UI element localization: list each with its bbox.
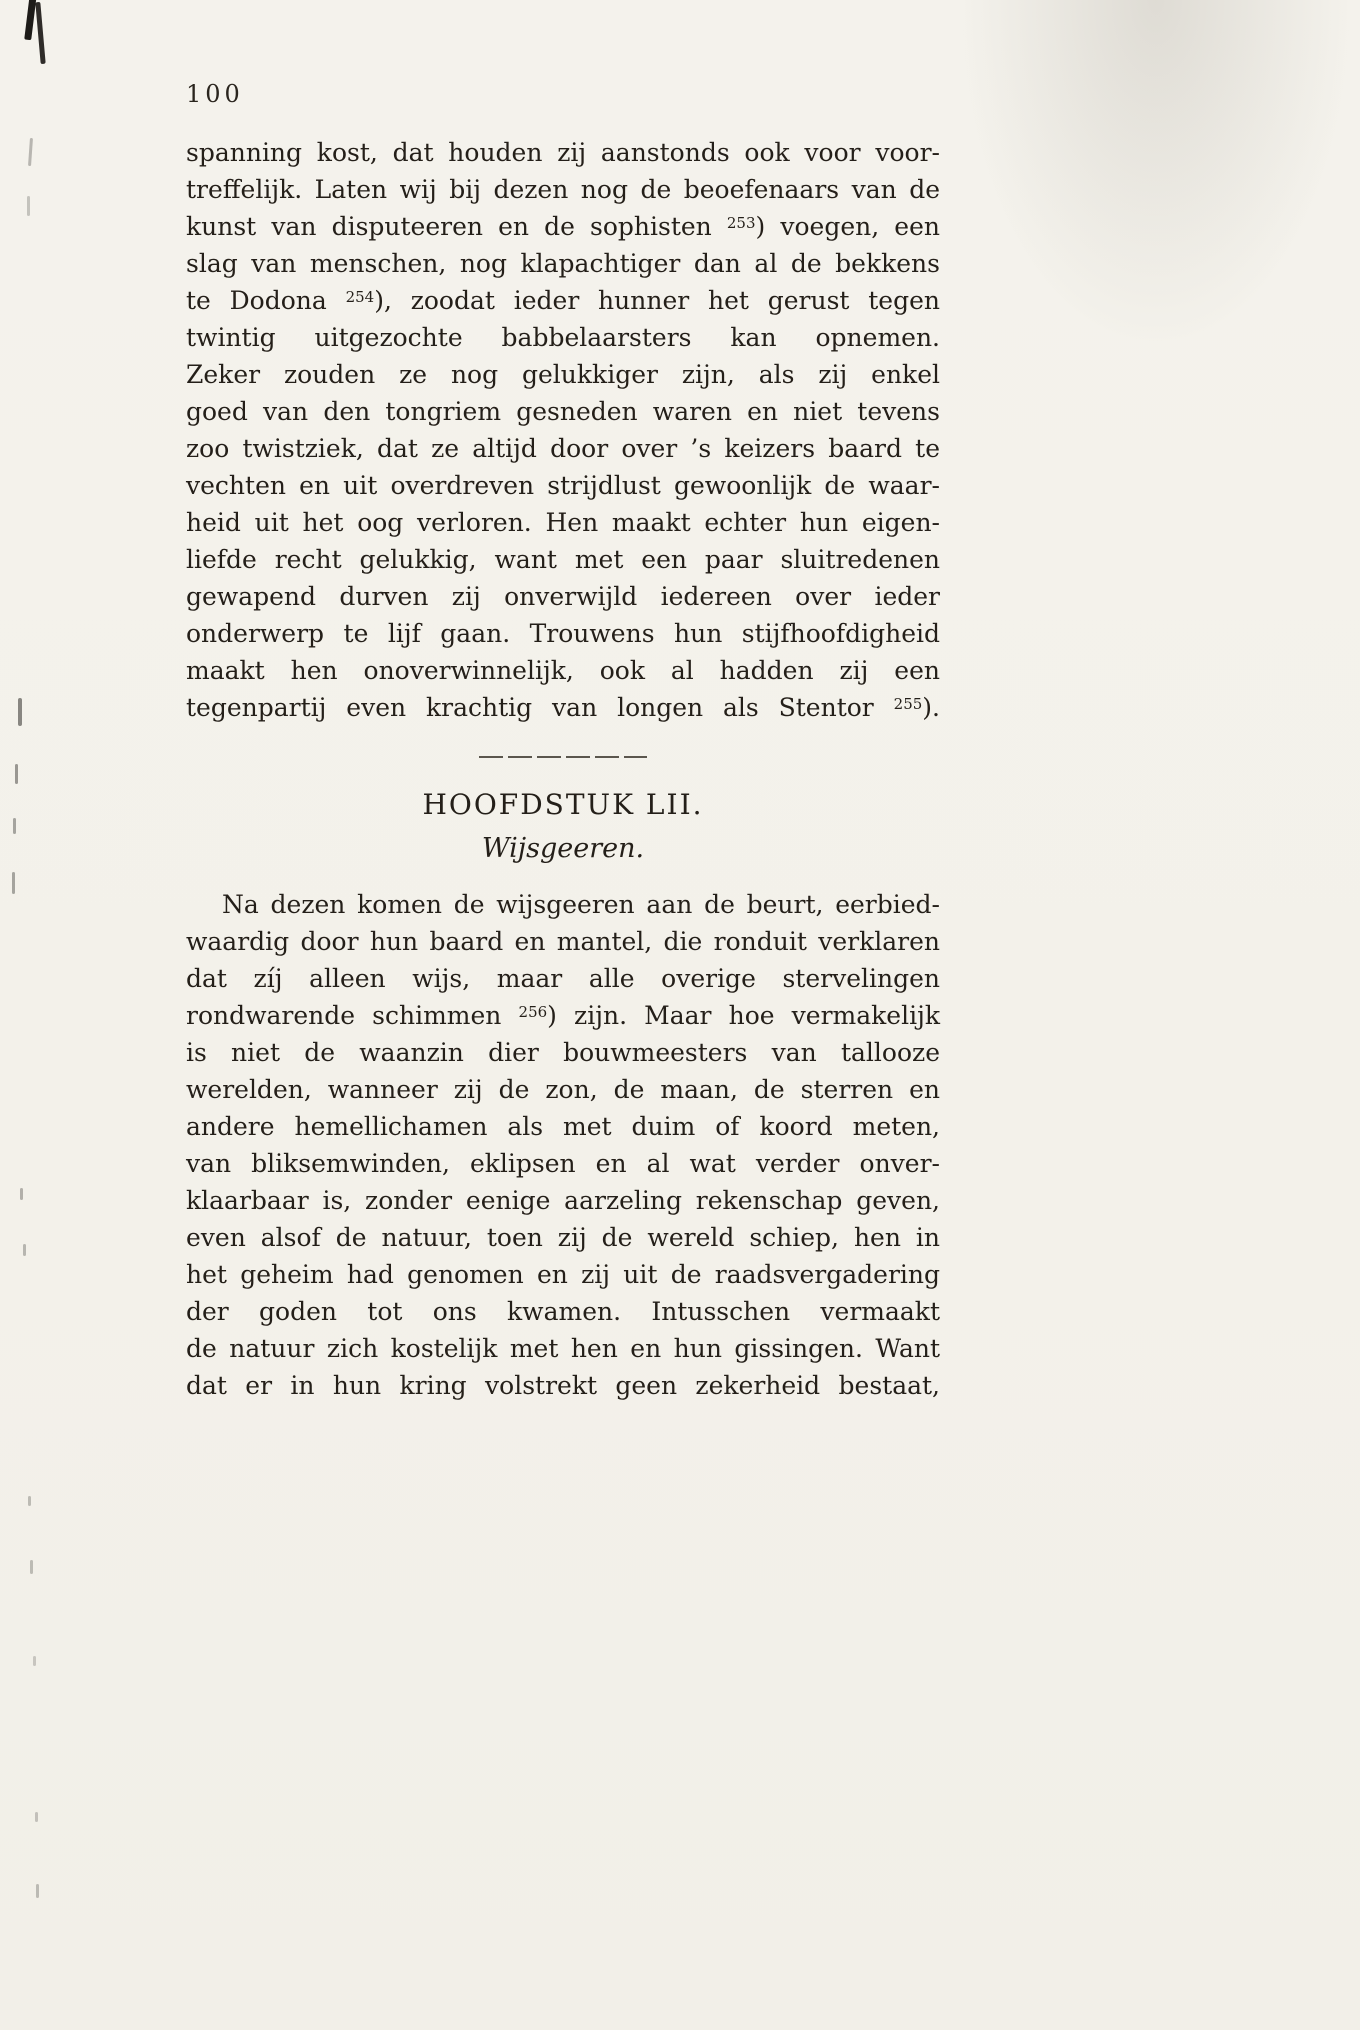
footnote-ref: 254	[345, 287, 375, 306]
text-line: klaarbaar is, zonder eenige aarzeling rekenschap geven,	[186, 1186, 940, 1215]
scan-artifact	[35, 2, 45, 64]
text-line: de natuur zich kostelijk met hen en hun gissingen. Want	[186, 1334, 940, 1363]
text-line: liefde recht gelukkig, want met een paar sluitredenen	[186, 545, 940, 574]
text-line: het geheim had genomen en zij uit de raadsvergadering	[186, 1260, 940, 1289]
footnote-ref: 256	[518, 1002, 548, 1021]
text-line: andere hemellichamen als met duim of koord meten,	[186, 1112, 940, 1141]
text-line: werelden, wanneer zij de zon, de maan, de sterren en	[186, 1075, 940, 1104]
scan-artifact	[35, 1812, 38, 1822]
text-line: waardig door hun baard en mantel, die ronduit verklaren	[186, 927, 940, 956]
scan-artifact	[20, 1188, 23, 1200]
text-line: Na dezen komen de wijsgeeren aan de beurt, eerbied-	[222, 890, 940, 919]
text-block	[186, 80, 940, 1404]
text-line: tegenpartij even krachtig van longen als Stentor $^{255}$).	[186, 693, 940, 722]
text-line: Zeker zouden ze nog gelukkiger zijn, als zij enkel	[186, 360, 940, 389]
scan-artifact	[28, 138, 33, 166]
text-line: van bliksemwinden, eklipsen en al wat verder onver-	[186, 1149, 940, 1178]
footnote-ref: 253	[726, 213, 756, 232]
text-line: even alsof de natuur, toen zij de wereld schiep, hen in	[186, 1223, 940, 1252]
text-line: te Dodona $^{254}$), zoodat ieder hunner het gerust tegen	[186, 286, 940, 315]
scan-artifact	[27, 196, 30, 216]
text-line: heid uit het oog verloren. Hen maakt echter hun eigen-	[186, 508, 940, 537]
text-line: rondwarende schimmen $^{256}$) zijn. Maar hoe vermakelijk	[186, 1001, 940, 1030]
scan-artifact	[36, 1884, 39, 1898]
text-line: twintig uitgezochte babbelaarsters kan opnemen.	[186, 323, 940, 352]
scan-artifact	[15, 764, 18, 784]
scan-artifact	[28, 1496, 31, 1506]
page-number: 100	[186, 80, 244, 108]
chapter-heading: HOOFDSTUK LII.	[422, 788, 704, 821]
scan-artifact	[18, 698, 22, 726]
text-line: der goden tot ons kwamen. Intusschen vermaakt	[186, 1297, 940, 1326]
text-line: kunst van disputeeren en de sophisten $^{253}$) voegen, een	[186, 212, 940, 241]
text-line: maakt hen onoverwinnelijk, ook al hadden zij een	[186, 656, 940, 685]
scan-artifact	[13, 818, 16, 834]
text-line: vechten en uit overdreven strijdlust gewoonlijk de waar-	[186, 471, 940, 500]
paragraph-wijsgeeren	[186, 886, 940, 1404]
text-line: onderwerp te lijf gaan. Trouwens hun stijfhoofdigheid	[186, 619, 940, 648]
scan-artifact	[12, 872, 15, 894]
text-line: dat zíj alleen wijs, maar alle overige stervelingen	[186, 964, 940, 993]
footnote-ref: 255	[893, 694, 923, 713]
scan-artifact	[33, 1656, 36, 1666]
text-line: treffelijk. Laten wij bij dezen nog de beoefenaars van de	[186, 175, 940, 204]
text-line: spanning kost, dat houden zij aanstonds ook voor voor-	[186, 138, 940, 167]
paragraph-continuation	[186, 134, 940, 726]
scan-artifact	[23, 1244, 26, 1256]
text-line: slag van menschen, nog klapachtiger dan al de bekkens	[186, 249, 940, 278]
text-line: goed van den tongriem gesneden waren en niet tevens	[186, 397, 940, 426]
scan-artifact	[30, 1560, 33, 1574]
section-title: Wijsgeeren.	[481, 833, 645, 864]
section-divider	[479, 756, 647, 758]
text-line: dat er in hun kring volstrekt geen zekerheid bestaat,	[186, 1371, 940, 1400]
text-line: gewapend durven zij onverwijld iedereen over ieder	[186, 582, 940, 611]
text-line: zoo twistziek, dat ze altijd door over ’s keizers baard te	[186, 434, 940, 463]
text-line: is niet de waanzin dier bouwmeesters van tallooze	[186, 1038, 940, 1067]
